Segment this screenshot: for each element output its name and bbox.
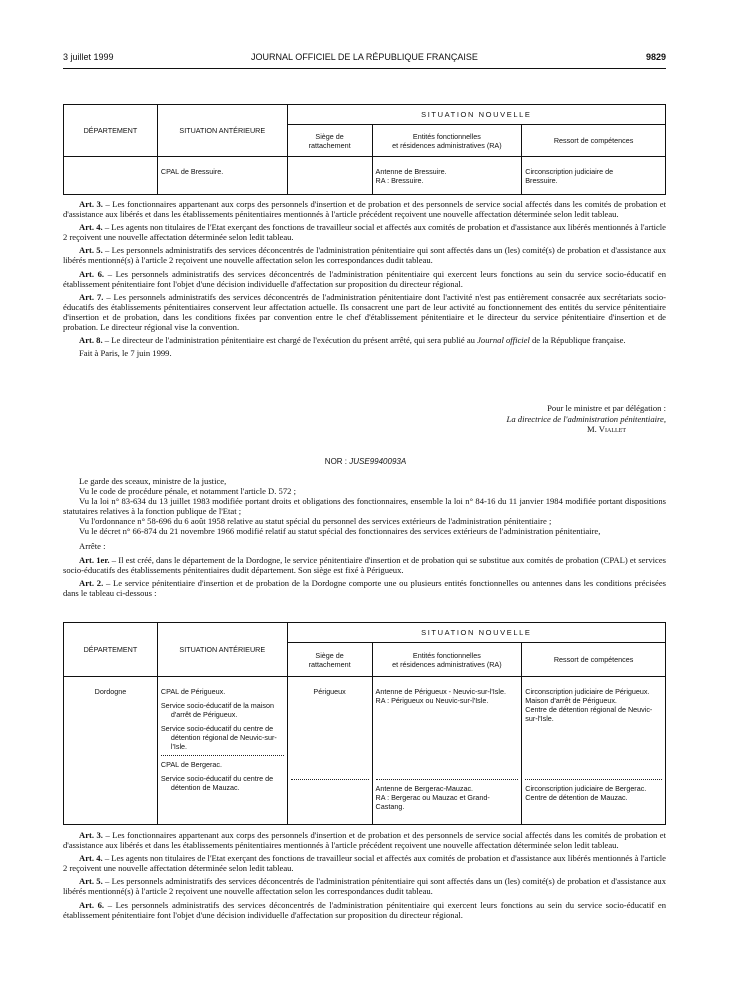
col-entites: Entités fonctionnelles et résidences administratives (RA) <box>372 125 522 157</box>
cell-anterieure <box>157 677 287 825</box>
anterieure-item: CPAL de Périgueux. <box>160 687 226 696</box>
header-rule <box>63 68 666 69</box>
table-row <box>64 677 666 825</box>
col-ressort: Ressort de compétences <box>522 643 666 677</box>
anterieure-item: Service socio-éducatif du centre de détention de Mauzac. <box>160 774 274 792</box>
col-departement: DÉPARTEMENT <box>64 623 158 677</box>
header-journal-title: JOURNAL OFFICIEL DE LA RÉPUBLIQUE FRANÇAISE <box>251 52 478 62</box>
col-siege: Siège de rattachement <box>287 125 372 157</box>
visa-4: Vu le décret n° 66-874 du 21 novembre 1966 modifié relatif au statut spécial des fonctionnaires des services extérieurs de l'administration pénitentiaire, <box>79 526 601 537</box>
article-5: Art. 5. – Les personnels administratifs des services déconcentrés de l'administration pénitentiaire qui sont affectés dans un (les) comité(s) de probation et d'assistance aux libérés mentionné(s) à l'article 2 reçoivent une nouvelle affectation selon les correspondances dudit tableau. <box>63 876 666 897</box>
article-8: Art. 8. – Le directeur de l'administration pénitentiaire est chargé de l'exécution du présent arrêté, qui sera publié au Journal officiel de la République française. <box>79 335 626 346</box>
article-3: Art. 3. – Les fonctionnaires appartenant aux corps des personnels d'insertion et de probation et des personnels de service social affectés dans les comités de probation et d'assistance aux libérés et dans les établissements pénitentiaires mentionnés à l'article précédent reçoivent une nouvelle affectation déterminée selon ledit tableau. <box>63 830 667 851</box>
col-entites: Entités fonctionnelles et résidences administratives (RA) <box>372 643 522 677</box>
col-departement: DÉPARTEMENT <box>64 105 158 157</box>
cell-entites <box>372 677 522 825</box>
dotted-separator <box>376 779 519 780</box>
cell-anterieure: CPAL de Bressuire. <box>157 157 287 195</box>
dotted-separator <box>161 755 284 756</box>
table-bressuire <box>63 104 666 195</box>
col-ressort: Ressort de compétences <box>522 125 666 157</box>
table-row <box>64 157 666 195</box>
visa-2: Vu la loi n° 83-634 du 13 juillet 1983 modifiée portant droits et obligations des fonctionnaires, ensemble la loi n° 84-16 du 11 janvier 1984 modifiée portant dispositions statutaires relatives à la fonction publique de l'Etat ; <box>63 496 666 517</box>
page-header <box>63 52 666 66</box>
visa-garde-des-sceaux: Le garde des sceaux, ministre de la justice, <box>79 476 227 486</box>
articles-part-2 <box>63 476 666 601</box>
article-6: Art. 6. – Les personnels administratifs des services déconcentrés de l'administration pénitentiaire qui exercent leurs fonctions au sein du service socio-éducatif en établissement pénitentiaire font l'objet d'une décision individuelle d'affectation sur proposition du directeur régional. <box>63 268 667 289</box>
article-4: Art. 4. – Les agents non titulaires de l'Etat exerçant des fonctions de travailleur social et affectés aux comités de probation et d'assistance aux libérés mentionnés à l'article 2 reçoivent une nouvelle affectation déterminée selon ledit tableau. <box>63 222 667 243</box>
dotted-separator <box>291 779 369 780</box>
nor-code: JUSE9940093A <box>349 457 407 466</box>
cell-ressort <box>522 677 666 825</box>
col-siege: Siège de rattachement <box>287 643 372 677</box>
article-6: Art. 6. – Les personnels administratifs des services déconcentrés de l'administration pénitentiaire qui exercent leurs fonctions au sein du service socio-éducatif en établissement pénitentiaire font l'objet d'une décision individuelle d'affectation sur proposition du directeur régional. <box>63 899 667 920</box>
cell-departement: Dordogne <box>64 677 158 825</box>
cell-entites: Antenne de Bressuire. RA : Bressuire. <box>372 157 522 195</box>
visa-1: Vu le code de procédure pénale, et notamment l'article D. 572 ; <box>79 486 296 497</box>
col-situation-anterieure: SITUATION ANTÉRIEURE <box>157 623 287 677</box>
dotted-separator <box>525 779 662 780</box>
ressort-value: Circonscription judiciaire de Périgueux. Maison d'arrêt de Périgueux. Centre de détention régional de Neuvic-sur-l'Isle. <box>525 687 653 723</box>
article-5: Art. 5. – Les personnels administratifs des services déconcentrés de l'administration pénitentiaire qui sont affectés dans un (les) comité(s) de probation et d'assistance aux libérés mentionné(s) à l'article 2 reçoivent une nouvelle affectation selon les correspondances dudit tableau. <box>63 245 666 266</box>
col-situation-anterieure: SITUATION ANTÉRIEURE <box>157 105 287 157</box>
header-page-number: 9829 <box>645 52 666 62</box>
article-1: Art. 1er. – Il est créé, dans le département de la Dordogne, le service pénitentiaire d'insertion et de probation qui se substitue aux comités de probation (CPAL) et services socio-éducatifs des établissements pénitentiaires dudit département. Son siège est fixé à Périgueux. <box>63 554 666 575</box>
anterieure-item: Service socio-éducatif de la maison d'arrêt de Périgueux. <box>160 701 274 719</box>
article-3: Art. 3. – Les fonctionnaires appartenant aux corps des personnels d'insertion et de probation et des personnels de service social affectés dans les comités de probation et d'assistance aux libérés et dans les établissements pénitentiaires mentionnés à l'article précédent reçoivent une nouvelle affectation déterminée selon ledit tableau. <box>63 199 667 220</box>
fait-a-paris: Fait à Paris, le 7 juin 1999. <box>79 348 172 359</box>
anterieure-item: Service socio-éducatif du centre de détention régional de Neuvic-sur-l'Isle. <box>160 724 277 751</box>
article-7: Art. 7. – Les personnels administratifs des services déconcentrés de l'administration pénitentiaire dont l'activité n'est pas entièrement consacrée aux secrétariats socio-éducatifs des établissements pénitentiaires conservent leur affectation actuelle. Ils consacrent une part de leur activité au fonctionnement des entités du service pénitentiaire d'insertion et de probation, dans les conditions fixées par convention entre le chef d'établissement pénitentiaire et le directeur du service pénitentiaire d'insertion et de probation. Le directeur régional vise la convention. <box>63 291 667 333</box>
signature-line-1: Pour le ministre et par délégation : <box>547 403 666 413</box>
visa-3: Vu l'ordonnance n° 58-696 du 6 août 1958 relative au statut spécial du personnel des services extérieurs de l'administration pénitentiaire ; <box>79 516 552 527</box>
article-4: Art. 4. – Les agents non titulaires de l'Etat exerçant des fonctions de travailleur social et affectés aux comités de probation et d'assistance aux libérés mentionnés à l'article 2 reçoivent une nouvelle affectation déterminée selon ledit tableau. <box>63 853 667 874</box>
table-dordogne <box>63 622 666 825</box>
siege-value: Périgueux <box>313 687 346 696</box>
article-2: Art. 2. – Le service pénitentiaire d'insertion et de probation de la Dordogne comporte une ou plusieurs entités fonctionnelles ou antennes dans les conditions précisées dans le tableau ci-dessous : <box>63 577 666 598</box>
articles-part-1 <box>63 199 666 361</box>
signature-block <box>507 403 666 435</box>
entites-value: Antenne de Périgueux - Neuvic-sur-l'Isle. RA : Périgueux ou Neuvic-sur-l'Isle. <box>375 687 506 705</box>
nor-reference: NOR : JUSE9940093A <box>324 457 407 466</box>
cell-siege <box>287 677 372 825</box>
cell-departement <box>64 157 158 195</box>
cell-siege <box>287 157 372 195</box>
signature-line-2: La directrice de l'administration pénitentiaire, <box>506 413 666 424</box>
articles-part-3 <box>63 830 666 923</box>
anterieure-item: CPAL de Bergerac. <box>160 760 223 769</box>
header-date: 3 juillet 1999 <box>63 52 114 62</box>
entites-value: Antenne de Bergerac-Mauzac. RA : Bergerac ou Mauzac et Grand-Castang. <box>375 784 490 811</box>
arrete: Arrête : <box>79 540 106 551</box>
signature-name: M. Viallet <box>587 424 626 434</box>
col-situation-nouvelle: SITUATION NOUVELLE <box>287 105 665 125</box>
cell-ressort: Circonscription judiciaire de Bressuire. <box>522 157 666 195</box>
ressort-value: Circonscription judiciaire de Bergerac. Centre de détention de Mauzac. <box>525 784 647 802</box>
col-situation-nouvelle: SITUATION NOUVELLE <box>287 623 665 643</box>
